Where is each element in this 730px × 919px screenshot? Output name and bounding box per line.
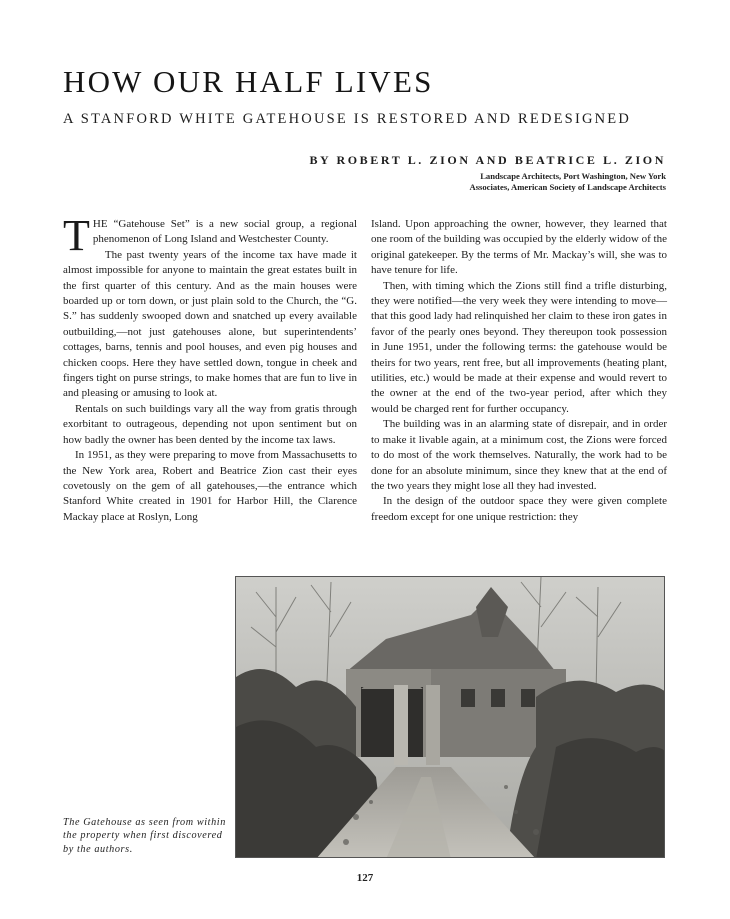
body-paragraph: In 1951, as they were preparing to move from Massachusetts to the New York area, Robert and Beatrice Zion cast their eyes covetously on the gem of all gatehouses,—the entrance which Stanford White created in 1901 for Harbor Hill, the Clarence Mackay place at Roslyn, Long [63, 449, 357, 523]
byline: BY ROBERT L. ZION AND BEATRICE L. ZION [309, 153, 666, 167]
affiliation-line: Landscape Architects, Port Washington, New York [480, 171, 666, 181]
article-subtitle: A STANFORD WHITE GATEHOUSE IS RESTORED AND REDESIGNED [63, 111, 632, 127]
photo-caption: The Gatehouse as seen from within the property when first discovered by the authors. [63, 817, 226, 855]
body-paragraph: Island. Upon approaching the owner, however, they learned that one room of the building was occupied by the elderly widow of the original gatekeeper. By the terms of Mr. Mackay’s will, she was to have tenure for life. [371, 218, 667, 277]
page-number: 127 [356, 872, 374, 884]
body-paragraph: The building was in an alarming state of disrepair, and in order to make it livable again, at a minimum cost, the Zions were forced to do most of the work themselves. Naturally, the work had to be done for an absolute minimum, since they knew that at the end of the two years they might lose all they had invested. [371, 418, 667, 492]
affiliation-block [346, 171, 666, 193]
gatehouse-photo-illustration [236, 577, 665, 858]
body-paragraph: In the design of the outdoor space they were given complete freedom except for one unique restriction: they [371, 495, 667, 523]
body-paragraph [63, 211, 357, 260]
body-paragraph: The past twenty years of the income tax have made it almost impossible for anyone to maintain the great estates built in the first quarter of this century. And as the main houses were boarded up or torn down, or just plain sold to the Church, the “G. S.” has suddenly swooped down and snatched up every available outbuilding,—not just gatehouses alone, but superintendents’ cottages, barns, tennis and pool houses, and even pig houses and chicken coops. Here they have settled down, tongue in cheek and fingers tight on purse strings, to make homes that are fun to live in and pleasing or amusing to look at. [63, 248, 357, 400]
body-paragraph: Then, with timing which the Zions still find a trifle disturbing, they were notified—the very week they were intending to move—that this good lady had relinquished her claim to these iron gates in favor of the pearly ones beyond. They thereupon took possession in June 1951, under the following terms: the gatehouse would be theirs for two years, rent free, but all improvements (heating plant, utilities, etc.) would be made at their expense and would revert to the owner at the end of the two-year period, after which they would be charged rent for further occupancy. [371, 279, 667, 415]
right-column [371, 217, 667, 525]
affiliation-line: Associates, American Society of Landscape Architects [469, 182, 666, 192]
article-title: HOW OUR HALF LIVES [63, 64, 434, 99]
gatehouse-photo [235, 576, 665, 858]
paragraph-text: HE “Gatehouse Set” is a new social group, a regional phenomenon of Long Island and Westchester County. [92, 218, 357, 246]
left-column [63, 211, 357, 525]
drop-cap: T [63, 211, 90, 260]
body-paragraph: Rentals on such buildings vary all the way from gratis through exorbitant to outrageous, depending not upon sentiment but on how badly the owner has been dented by the income tax laws. [63, 402, 357, 446]
